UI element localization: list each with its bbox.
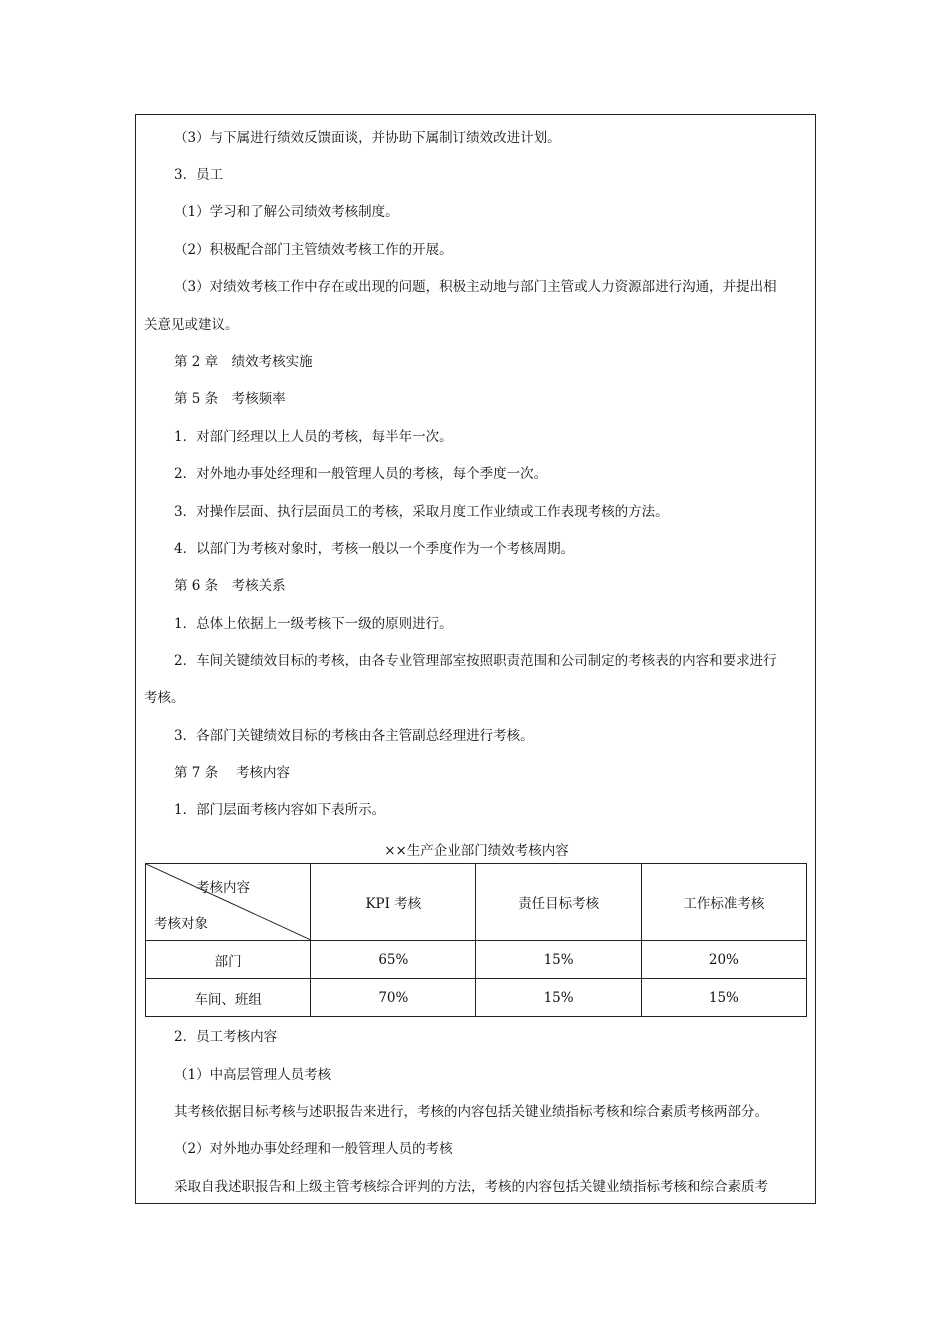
table-cell: 70% bbox=[311, 979, 476, 1017]
table-cell: 65% bbox=[311, 941, 476, 979]
paragraph: （3）对绩效考核工作中存在或出现的问题，积极主动地与部门主管或人力资源部进行沟通，并提出相 bbox=[174, 279, 777, 295]
paragraph: 关意见或建议。 bbox=[144, 317, 239, 333]
column-header: 责任目标考核 bbox=[476, 864, 641, 941]
table-row bbox=[146, 941, 807, 979]
paragraph: 考核。 bbox=[144, 690, 185, 706]
paragraph: 1．对部门经理以上人员的考核，每半年一次。 bbox=[174, 429, 453, 445]
paragraph: 其考核依据目标考核与述职报告来进行，考核的内容包括关键业绩指标考核和综合素质考核两部分。 bbox=[174, 1104, 768, 1120]
paragraph: （1）学习和了解公司绩效考核制度。 bbox=[174, 204, 399, 220]
paragraph: 采取自我述职报告和上级主管考核综合评判的方法，考核的内容包括关键业绩指标考核和综合素质考 bbox=[174, 1179, 768, 1195]
paragraph: 4．以部门为考核对象时，考核一般以一个季度作为一个考核周期。 bbox=[174, 541, 575, 557]
corner-label-bottom: 考核对象 bbox=[154, 916, 208, 932]
column-header: KPI 考核 bbox=[311, 864, 476, 941]
paragraph: （2）积极配合部门主管绩效考核工作的开展。 bbox=[174, 242, 453, 258]
paragraph: 3．员工 bbox=[174, 167, 224, 183]
article-heading: 第 5 条 考核频率 bbox=[174, 391, 286, 407]
assessment-table bbox=[145, 863, 807, 1017]
paragraph: （2）对外地办事处经理和一般管理人员的考核 bbox=[174, 1141, 453, 1157]
document-frame bbox=[135, 114, 816, 1204]
paragraph: （3）与下属进行绩效反馈面谈，并协助下属制订绩效改进计划。 bbox=[174, 130, 561, 146]
paragraph: 1．总体上依据上一级考核下一级的原则进行。 bbox=[174, 616, 453, 632]
table-cell: 15% bbox=[641, 979, 806, 1017]
paragraph: 3．各部门关键绩效目标的考核由各主管副总经理进行考核。 bbox=[174, 728, 534, 744]
table-caption: ××生产企业部门绩效考核内容 bbox=[384, 843, 569, 859]
paragraph: （1）中高层管理人员考核 bbox=[174, 1067, 332, 1083]
article-heading: 第 7 条 考核内容 bbox=[174, 765, 290, 781]
row-label: 部门 bbox=[146, 941, 311, 979]
corner-label-top: 考核内容 bbox=[196, 880, 250, 896]
table-row bbox=[146, 979, 807, 1017]
table-cell: 15% bbox=[476, 941, 641, 979]
row-label: 车间、班组 bbox=[146, 979, 311, 1017]
paragraph: 2．员工考核内容 bbox=[174, 1029, 278, 1045]
paragraph: 1．部门层面考核内容如下表所示。 bbox=[174, 802, 386, 818]
column-header: 工作标准考核 bbox=[641, 864, 806, 941]
table-cell: 20% bbox=[641, 941, 806, 979]
diagonal-header-cell bbox=[146, 864, 311, 941]
paragraph: 2．对外地办事处经理和一般管理人员的考核，每个季度一次。 bbox=[174, 466, 548, 482]
table-header-row bbox=[146, 864, 807, 941]
article-heading: 第 6 条 考核关系 bbox=[174, 578, 286, 594]
chapter-heading: 第 2 章 绩效考核实施 bbox=[174, 354, 313, 370]
table-cell: 15% bbox=[476, 979, 641, 1017]
paragraph: 3．对操作层面、执行层面员工的考核，采取月度工作业绩或工作表现考核的方法。 bbox=[174, 504, 669, 520]
paragraph: 2．车间关键绩效目标的考核，由各专业管理部室按照职责范围和公司制定的考核表的内容和要求进行 bbox=[174, 653, 777, 669]
